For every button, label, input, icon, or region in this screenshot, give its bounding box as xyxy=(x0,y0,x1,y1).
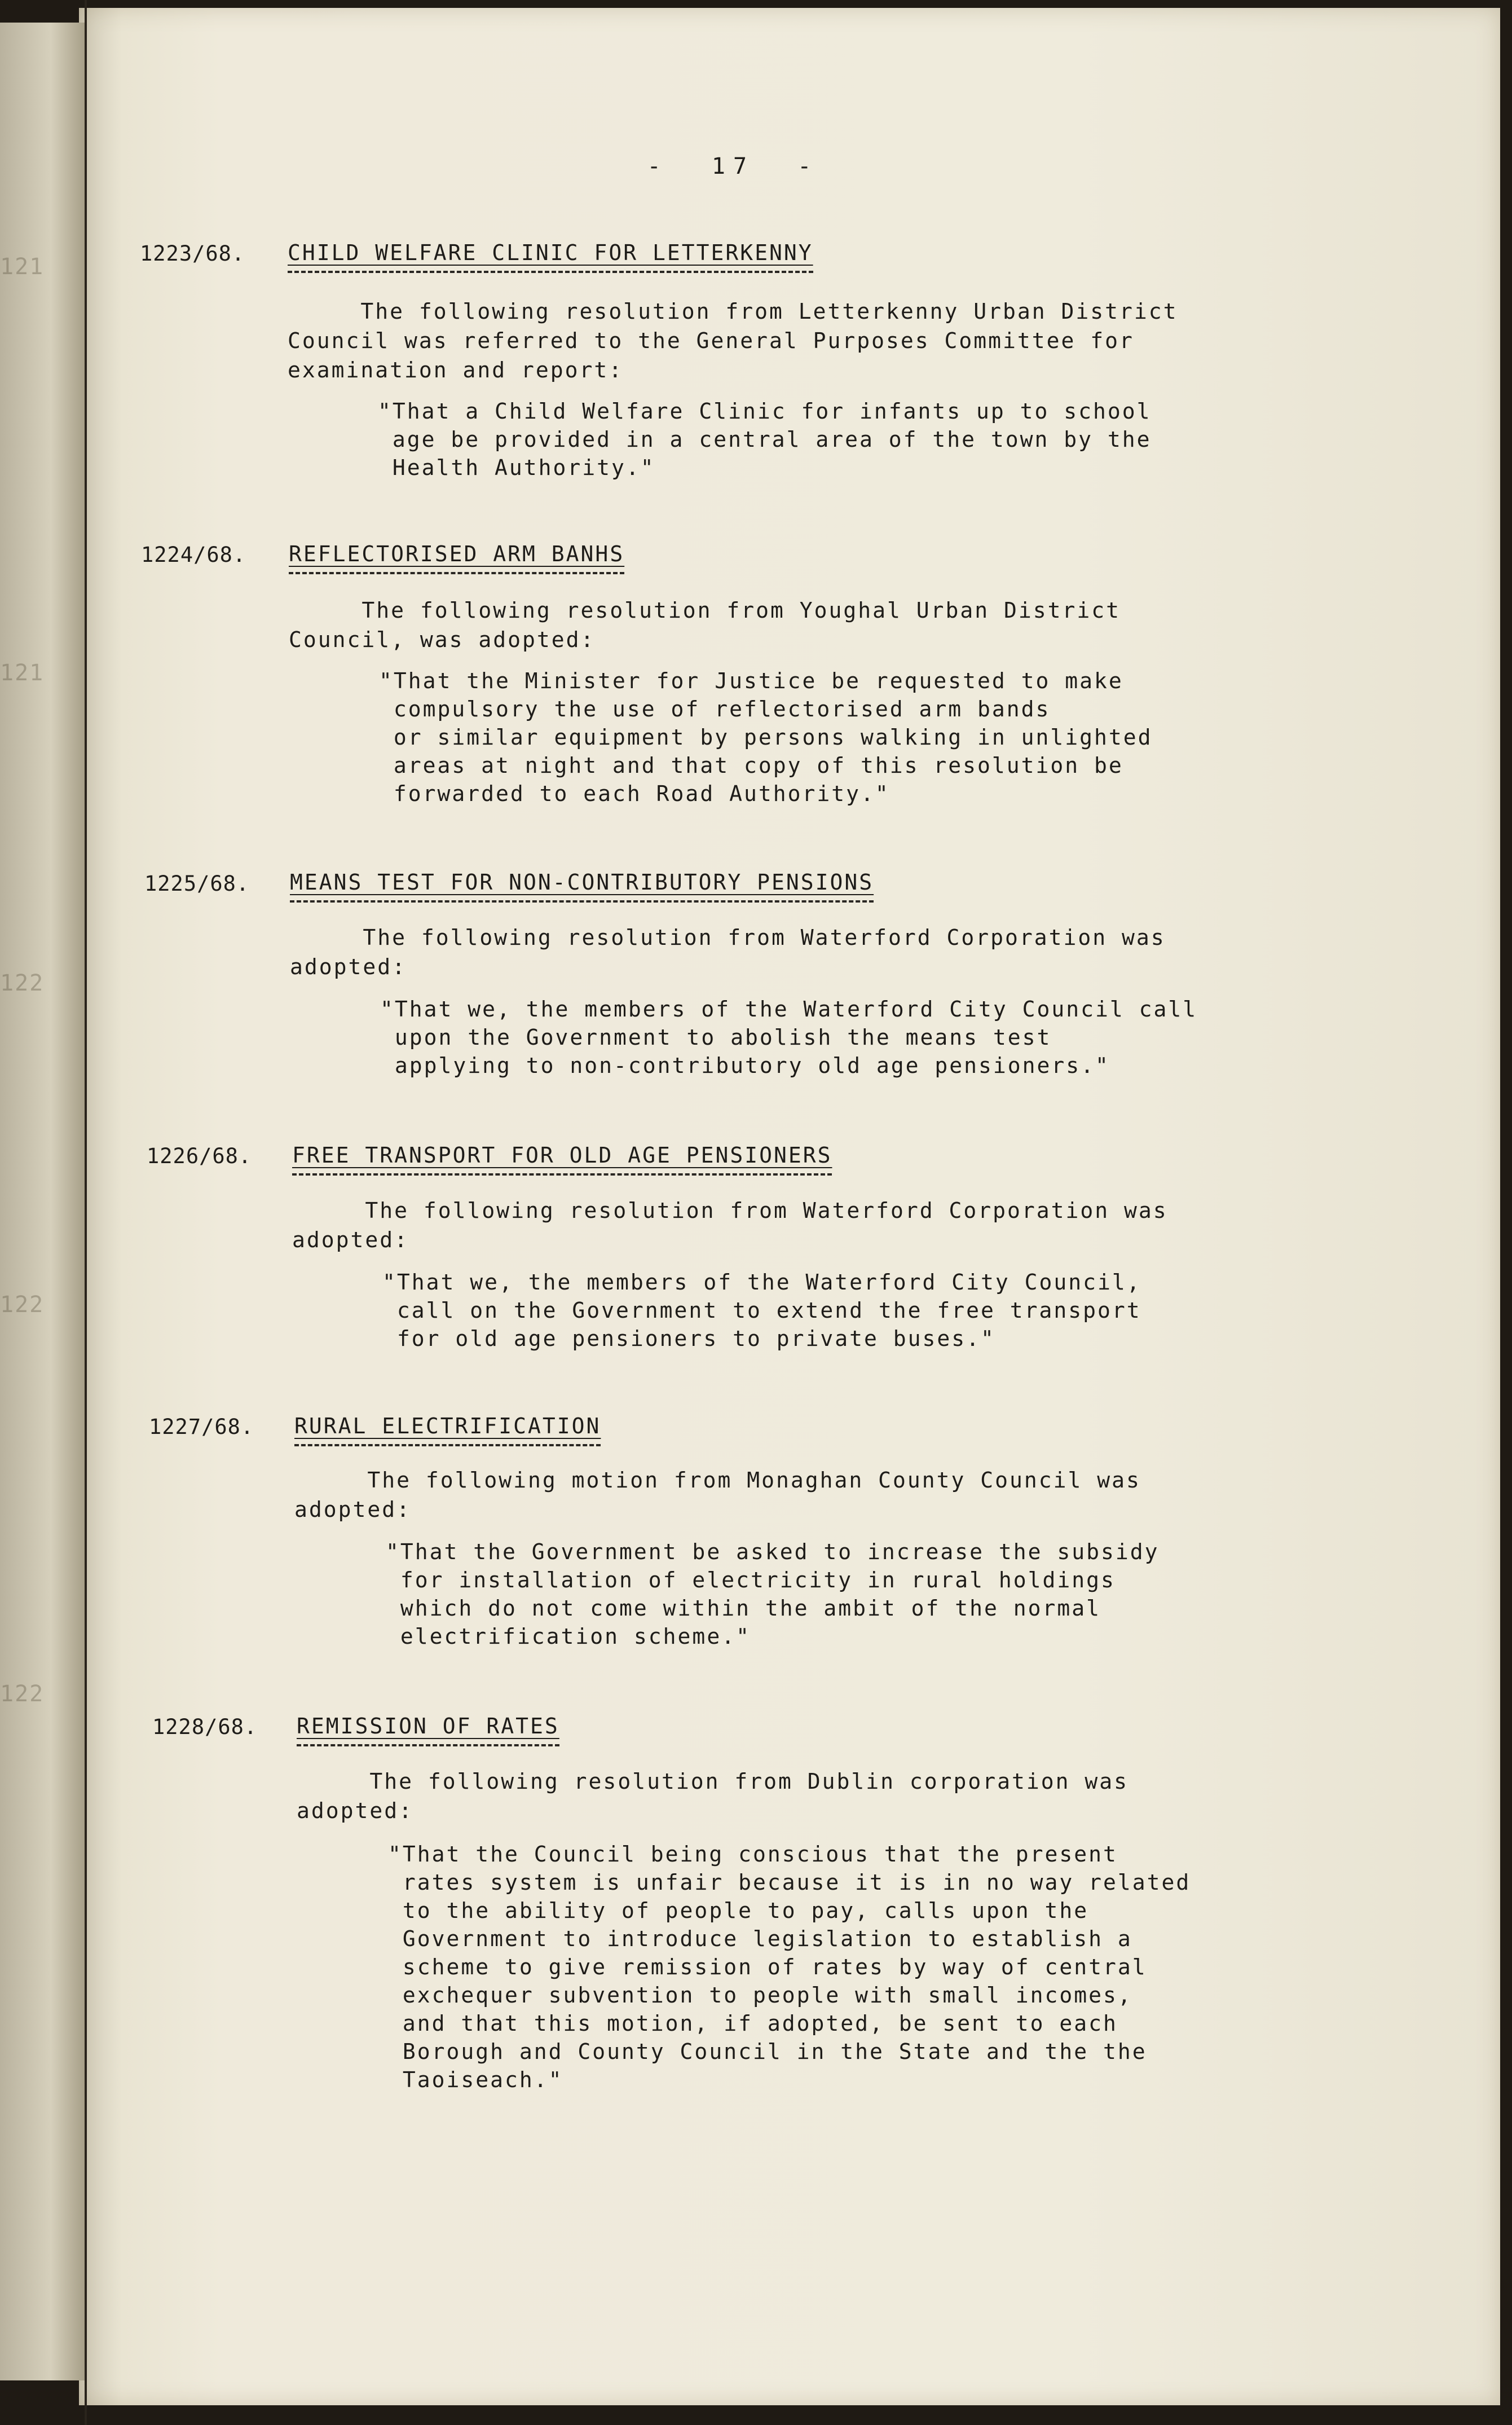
item-quote: "That we, the members of the Waterford City Council, call on the Government to extend the free transport for old age pensioners to private buses." xyxy=(382,1270,1141,1351)
bleed-through-mark: 122 xyxy=(0,1681,45,1707)
page-number: - 17 - xyxy=(647,153,819,179)
item-quote: "That a Child Welfare Clinic for infants up to school age be provided in a central area of the town by the Health Authority." xyxy=(378,399,1152,480)
item-number: 1224/68. xyxy=(141,543,246,567)
item-quote: "That we, the members of the Waterford City Council call upon the Government to abolish the means test applying to non-contributory old age pensioners." xyxy=(380,997,1198,1078)
item-title: CHILD WELFARE CLINIC FOR LETTERKENNY xyxy=(288,240,813,273)
bleed-through-mark: 122 xyxy=(0,1292,45,1318)
item-intro: The following motion from Monaghan County Council was adopted: xyxy=(294,1468,1141,1522)
item-title: RURAL ELECTRIFICATION xyxy=(294,1414,601,1446)
item-intro: The following resolution from Dublin corporation was adopted: xyxy=(297,1769,1129,1823)
item-number: 1223/68. xyxy=(140,241,245,266)
item-title: MEANS TEST FOR NON-CONTRIBUTORY PENSIONS xyxy=(290,870,874,903)
item-number: 1225/68. xyxy=(144,872,250,896)
bleed-through-mark: 121 xyxy=(0,660,45,686)
item-number: 1228/68. xyxy=(152,1715,258,1739)
item-intro: The following resolution from Waterford Corporation was adopted: xyxy=(292,1198,1168,1252)
item-number: 1226/68. xyxy=(147,1144,252,1168)
item-title: REFLECTORISED ARM BANHS xyxy=(289,542,624,574)
item-intro: The following resolution from Youghal Urban District Council, was adopted: xyxy=(289,598,1121,652)
item-intro: The following resolution from Letterkenny Urban District Council was referred to the General Purposes Committee for examination and report: xyxy=(288,299,1178,382)
item-title: FREE TRANSPORT FOR OLD AGE PENSIONERS xyxy=(292,1143,832,1176)
item-intro: The following resolution from Waterford Corporation was adopted: xyxy=(290,925,1166,979)
item-title: REMISSION OF RATES xyxy=(297,1714,559,1746)
bleed-through-mark: 121 xyxy=(0,254,45,280)
item-quote: "That the Minister for Justice be requested to make compulsory the use of reflectorised arm bands or similar equipment by persons walking in unlighted areas at night and that copy of this resolution be forwarded to each Road Authority." xyxy=(379,668,1153,806)
item-quote: "That the Council being conscious that the present rates system is unfair because it is in no way related to the ability of people to pay, calls upon the Government to introduce legislation to establish a scheme to give remission of rates by way of central exchequer subvention to people with small incomes, and that this motion, if adopted, be sent to each Borough and County Council in the State and the the Taoiseach." xyxy=(388,1842,1191,2092)
item-number: 1227/68. xyxy=(149,1415,254,1439)
item-quote: "That the Government be asked to increase the subsidy for installation of electricity in rural holdings which do not come within the ambit of the normal electrification scheme." xyxy=(386,1539,1160,1649)
bleed-through-mark: 122 xyxy=(0,970,45,996)
